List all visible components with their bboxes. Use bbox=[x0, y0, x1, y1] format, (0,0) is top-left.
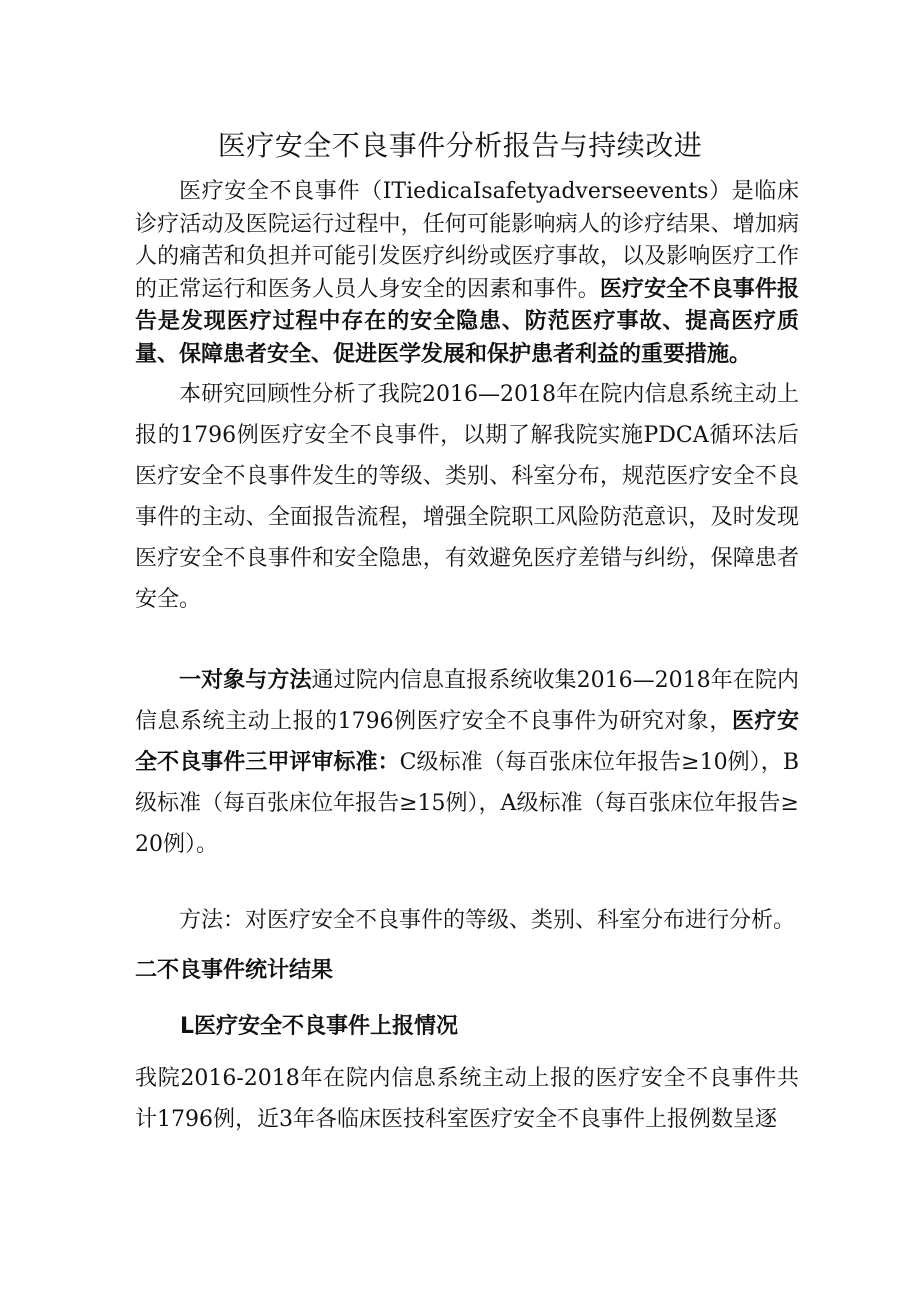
section1-text: 通过院内信息直报系统收集2016—2018年在院内信息系统主动上报的1796例医疗安全不良事件为研究对象， bbox=[135, 668, 799, 734]
intro-bold-text: 医疗安全不良事件报告是发现医疗过程中存在的安全隐患、防范医疗事故、提高医疗质量、保障患者安全、促进医学发展和保护患者利益的重要措施。 bbox=[135, 276, 799, 367]
study-paragraph: 本研究回顾性分析了我院2016—2018年在院内信息系统主动上报的1796例医疗安全不良事件，以期了解我院实施PDCA循环法后医疗安全不良事件发生的等级、类别、科室分布，规范医疗安全不良事件的主动、全面报告流程，增强全院职工风险防范意识，及时发现医疗安全不良事件和安全隐患，有效避免医疗差错与纠纷，保障患者安全。 bbox=[135, 382, 799, 612]
document-title: 医疗安全不良事件分析报告与持续改进 bbox=[217, 129, 703, 162]
objects-methods-paragraph bbox=[135, 660, 799, 865]
section2-heading: 二不良事件统计结果 bbox=[135, 958, 334, 983]
section1-tail-text: C级标准（每百张床位年报告≥10例），B级标准（每百张床位年报告≥15例），A级标准（每百张床位年报告≥20例）。 bbox=[135, 750, 799, 857]
subsection1-heading: L医疗安全不良事件上报情况 bbox=[180, 1014, 459, 1039]
results-paragraph: 我院2016-2018年在院内信息系统主动上报的医疗安全不良事件共计1796例，近3年各临床医技科室医疗安全不良事件上报例数呈逐 bbox=[135, 1066, 799, 1132]
section1-heading: 一对象与方法 bbox=[179, 668, 312, 693]
section1-bold-text: 医疗安全不良事件三甲评审标准： bbox=[135, 709, 799, 775]
intro-text: 医疗安全不良事件（ITiedicaIsafetyadverseevents）是临床诊疗活动及医院运行过程中，任何可能影响病人的诊疗结果、增加病人的痛苦和负担并可能引发医疗纠纷或医疗事故，以及影响医疗工作的正常运行和医务人员人身安全的因素和事件。 bbox=[135, 179, 799, 302]
method-paragraph: 方法：对医疗安全不良事件的等级、类别、科室分布进行分析。 bbox=[179, 908, 796, 933]
intro-paragraph bbox=[135, 176, 799, 371]
